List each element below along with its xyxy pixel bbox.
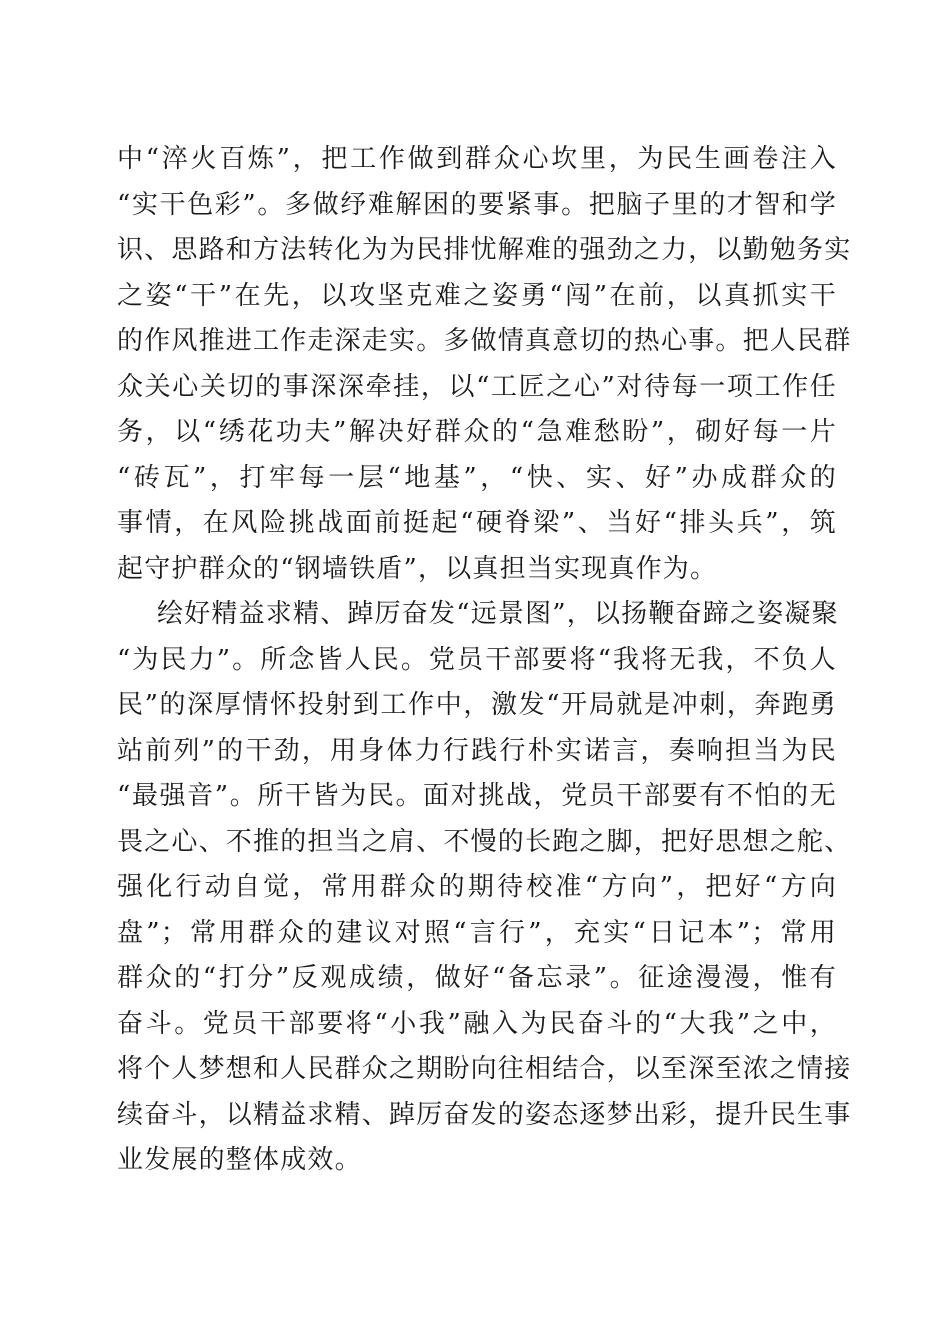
text-line: 站前列”的干劲，用身体力行践行朴实诺言，奏响担当为民 (117, 735, 837, 766)
text-line: “砖瓦”，打牢每一层“地基”，“快、实、好”办成群众的 (117, 462, 837, 493)
text-line: “实干色彩”。多做纾难解困的要紧事。把脑子里的才智和学 (117, 189, 837, 220)
text-line: 的作风推进工作走深走实。多做情真意切的热心事。把人民群 (117, 326, 852, 356)
text-line: 将个人梦想和人民群众之期盼向往相结合，以至深至浓之情接 (117, 1054, 852, 1084)
text-line: 众关心关切的事深深牵挂，以“工匠之心”对待每一项工作任 (117, 371, 837, 402)
text-line: 之姿“干”在先，以攻坚克难之姿勇“闯”在前，以真抓实干 (117, 280, 837, 311)
text-line: 识、思路和方法转化为为民排忧解难的强劲之力，以勤勉务实 (117, 235, 852, 265)
text-line: “为民力”。所念皆人民。党员干部要将“我将无我，不负人 (117, 644, 837, 675)
document-body (117, 137, 852, 1184)
text-line: 群众的“打分”反观成绩，做好“备忘录”。征途漫漫，惟有 (117, 963, 837, 993)
text-line: 盘”；常用群众的建议对照“言行”，充实“日记本”；常用 (117, 917, 837, 948)
text-line: 务，以“绣花功夫”解决好群众的“急难愁盼”，砌好每一片 (117, 417, 837, 447)
text-line: 续奋斗，以精益求精、踔厉奋发的姿态逐梦出彩，提升民生事 (117, 1099, 852, 1130)
text-line: 中“淬火百炼”，把工作做到群众心坎里，为民生画卷注入 (117, 144, 837, 174)
text-line: 事情，在风险挑战面前挺起“硬脊梁”、当好“排头兵”，筑 (117, 508, 837, 538)
text-line: 起守护群众的“钢墙铁盾”，以真担当实现真作为。 (117, 553, 718, 584)
text-line: 强化行动自觉，常用群众的期待校准“方向”，把好“方向 (117, 872, 837, 902)
text-line: 业发展的整体成效。 (117, 1145, 362, 1175)
text-line: 畏之心、不推的担当之肩、不慢的长跑之脚，把好思想之舵、 (117, 826, 852, 857)
text-line: 奋斗。党员干部要将“小我”融入为民奋斗的“大我”之中， (117, 1008, 837, 1039)
text-line: “最强音”。所干皆为民。面对挑战，党员干部要有不怕的无 (117, 781, 837, 811)
text-line: 绘好精益求精、踔厉奋发“远景图”，以扬鞭奋蹄之姿凝聚 (157, 599, 839, 629)
paragraph-2 (117, 592, 852, 1184)
text-line: 民”的深厚情怀投射到工作中，激发“开局就是冲刺，奔跑勇 (117, 690, 837, 720)
paragraph-1 (117, 137, 852, 592)
